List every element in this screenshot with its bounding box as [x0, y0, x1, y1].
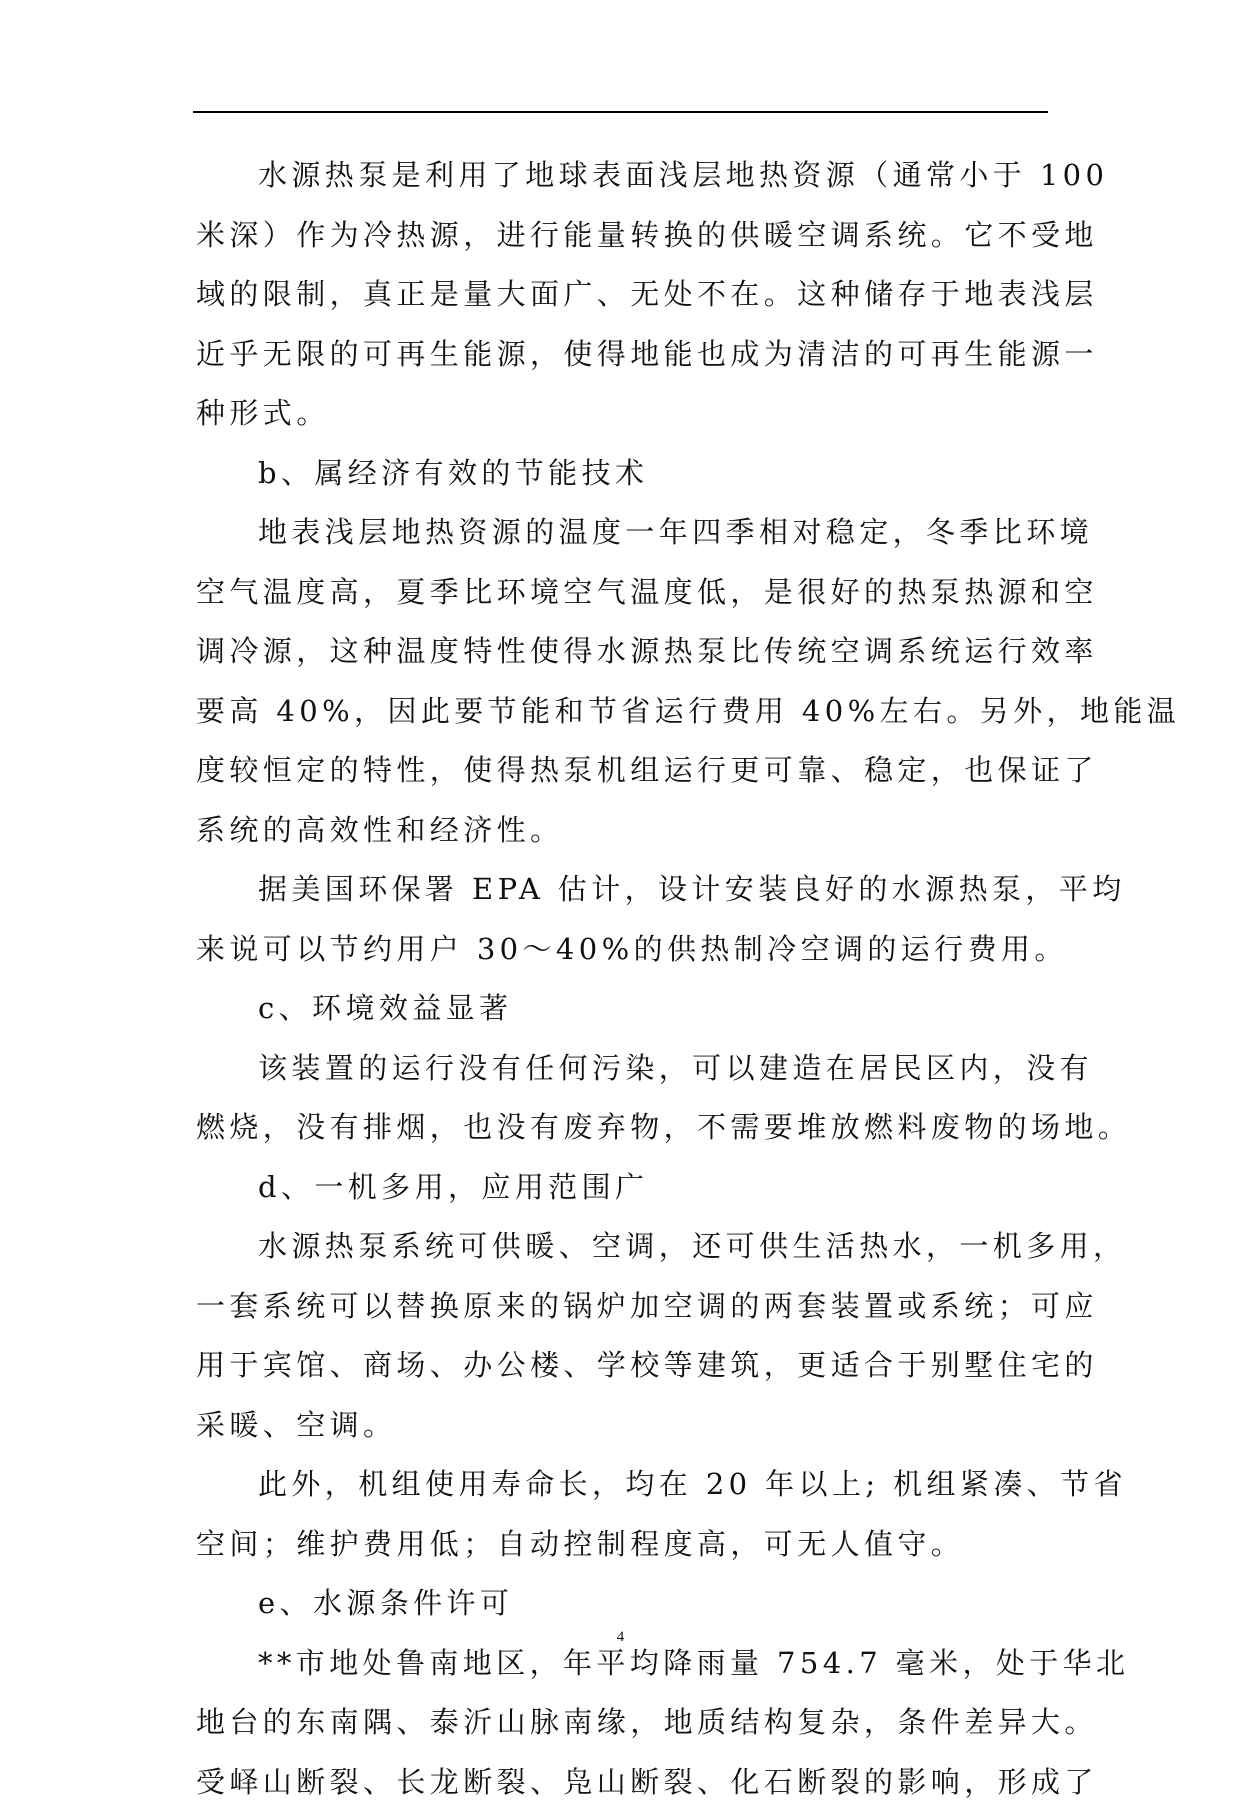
text-line: 米深）作为冷热源，进行能量转换的供暖空调系统。它不受地 [196, 206, 1048, 266]
text-line: 受峄山断裂、长龙断裂、凫山断裂、化石断裂的影响，形成了 [196, 1753, 1048, 1812]
text-line: 采暖、空调。 [196, 1396, 1048, 1456]
text-line: 空间；维护费用低；自动控制程度高，可无人值守。 [196, 1515, 1048, 1575]
text-line: 近乎无限的可再生能源，使得地能也成为清洁的可再生能源一 [196, 325, 1048, 385]
text-line: 域的限制，真正是量大面广、无处不在。这种储存于地表浅层 [196, 265, 1048, 325]
body-text [196, 146, 1048, 1812]
text-line: 度较恒定的特性，使得热泵机组运行更可靠、稳定，也保证了 [196, 741, 1048, 801]
page-number: 4 [0, 1629, 1241, 1646]
text-line: 地台的东南隅、泰沂山脉南缘，地质结构复杂，条件差异大。 [196, 1693, 1048, 1753]
section-heading-d: d、一机多用，应用范围广 [196, 1158, 1048, 1218]
text-line: 燃烧，没有排烟，也没有废弃物，不需要堆放燃料废物的场地。 [196, 1098, 1048, 1158]
header-rule [193, 111, 1048, 113]
section-heading-b: b、属经济有效的节能技术 [196, 444, 1048, 504]
text-line: 来说可以节约用户 30～40%的供热制冷空调的运行费用。 [196, 920, 1048, 980]
text-line: 水源热泵是利用了地球表面浅层地热资源（通常小于 100 [196, 146, 1048, 206]
section-heading-c: c、环境效益显著 [196, 979, 1048, 1039]
text-line: 调冷源，这种温度特性使得水源热泵比传统空调系统运行效率 [196, 622, 1048, 682]
text-line: **市地处鲁南地区，年平均降雨量 754.7 毫米，处于华北 [196, 1634, 1048, 1694]
text-line: 据美国环保署 EPA 估计，设计安装良好的水源热泵，平均 [196, 860, 1048, 920]
text-line: 用于宾馆、商场、办公楼、学校等建筑，更适合于别墅住宅的 [196, 1336, 1048, 1396]
text-line: 水源热泵系统可供暖、空调，还可供生活热水，一机多用， [196, 1217, 1048, 1277]
text-line: 地表浅层地热资源的温度一年四季相对稳定，冬季比环境 [196, 503, 1048, 563]
text-line: 要高 40%，因此要节能和节省运行费用 40%左右。另外，地能温 [196, 682, 1048, 742]
section-heading-e: e、水源条件许可 [196, 1574, 1048, 1634]
text-line: 一套系统可以替换原来的锅炉加空调的两套装置或系统；可应 [196, 1277, 1048, 1337]
text-line: 空气温度高，夏季比环境空气温度低，是很好的热泵热源和空 [196, 563, 1048, 623]
text-line: 此外，机组使用寿命长，均在 20 年以上; 机组紧凑、节省 [196, 1455, 1048, 1515]
text-line: 种形式。 [196, 384, 1048, 444]
text-line: 该装置的运行没有任何污染，可以建造在居民区内，没有 [196, 1039, 1048, 1099]
text-line: 系统的高效性和经济性。 [196, 801, 1048, 861]
